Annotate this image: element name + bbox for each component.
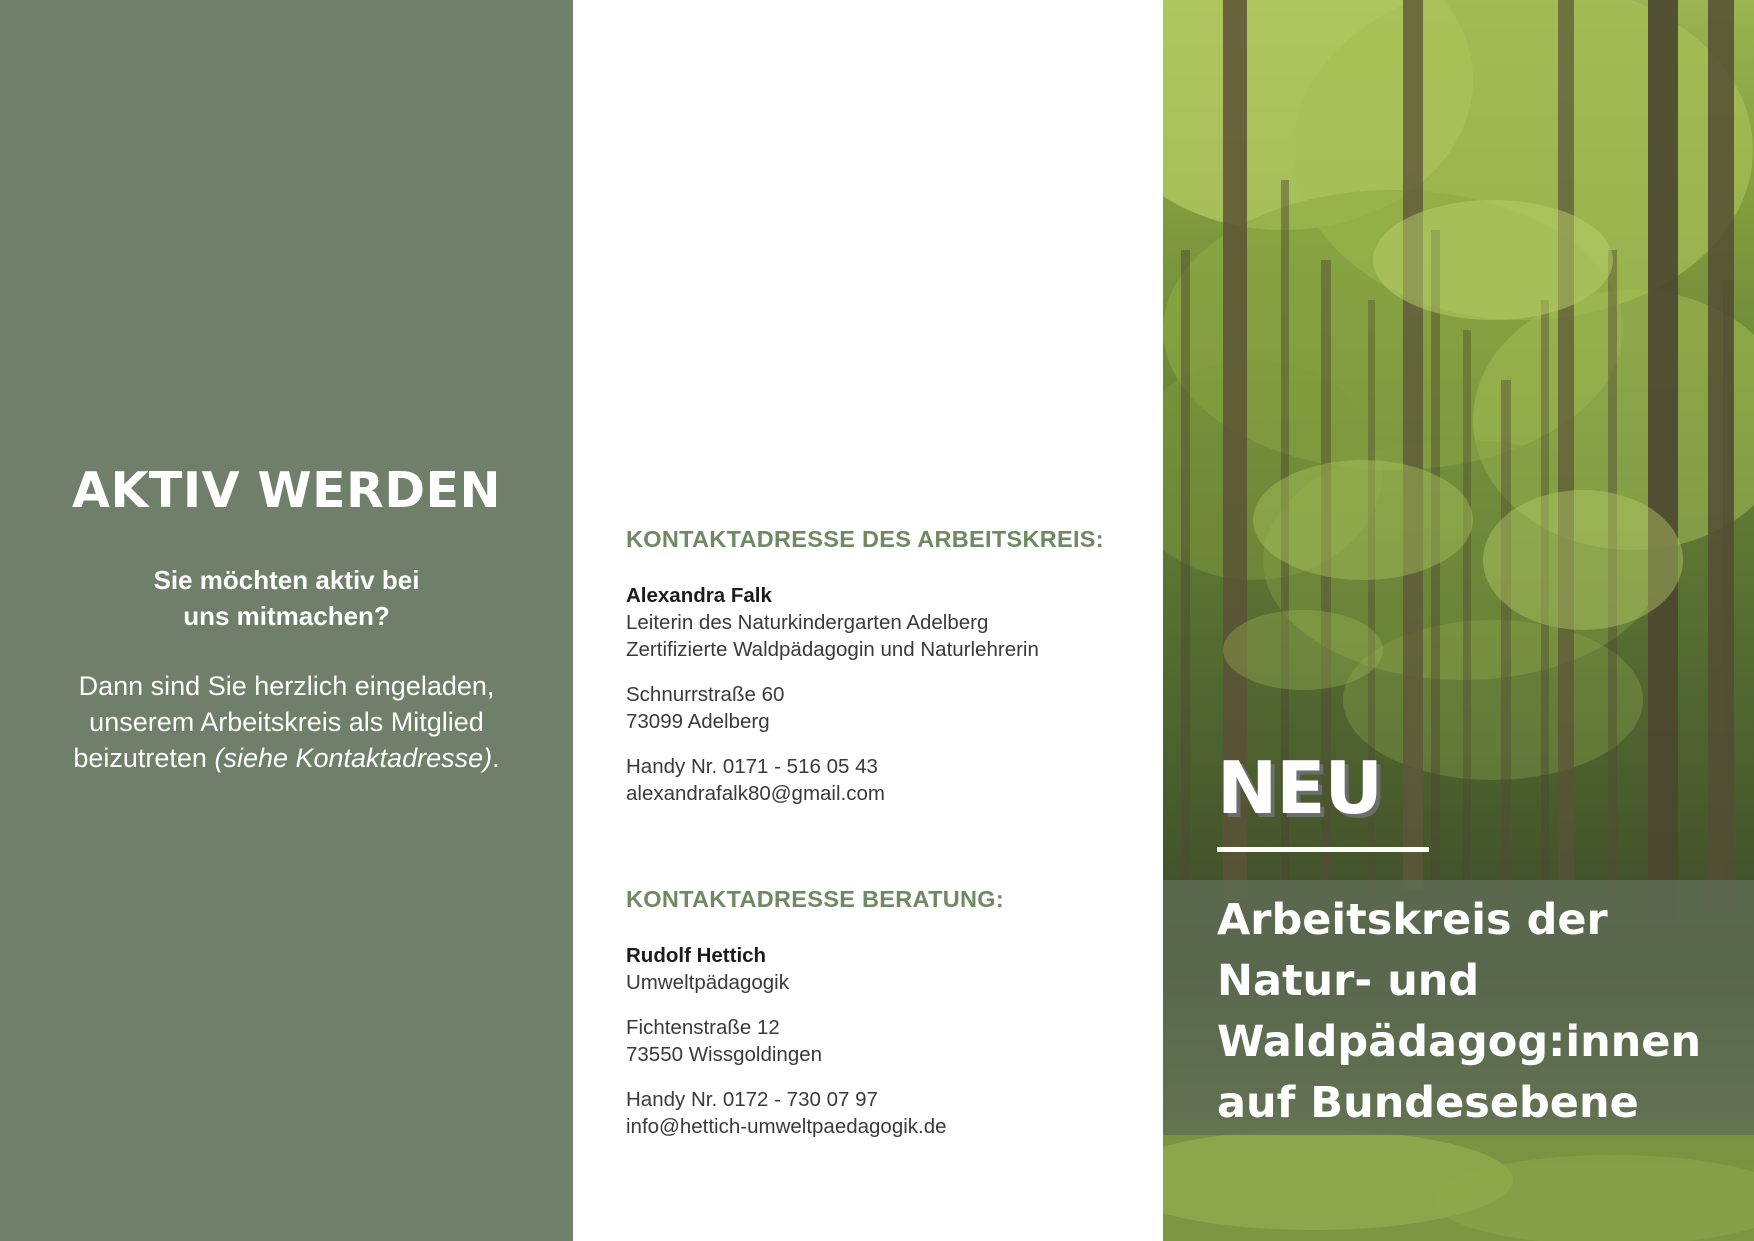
badge-underline	[1217, 847, 1429, 852]
contact-role: Zertifizierte Waldpädagogin und Naturlehrerin	[626, 638, 1039, 661]
invitation-text-line	[40, 740, 533, 776]
contact-role: Umweltpädagogik	[626, 971, 789, 994]
spacer	[626, 663, 1146, 681]
invitation-text-line: Dann sind Sie herzlich eingeladen,	[78, 671, 495, 701]
invitation-text-fragment: beizutreten	[73, 743, 215, 773]
left-panel	[0, 0, 573, 1241]
spacer	[626, 1068, 1146, 1086]
contact-reference-note: (siehe Kontaktadresse)	[214, 743, 493, 773]
spacer	[626, 735, 1146, 753]
invitation-question-line: uns mitmachen?	[183, 601, 390, 631]
cover-title-line: Arbeitskreis der	[1217, 895, 1608, 945]
cover-title-line: Waldpädagog:innen	[1217, 1017, 1702, 1067]
new-badge: NEU	[1217, 746, 1382, 830]
contact-role: Leiterin des Naturkindergarten Adelberg	[626, 611, 989, 634]
contact-block-beratung	[626, 942, 1146, 1140]
cover-title-line: auf Bundesebene	[1217, 1078, 1639, 1128]
invitation-question-line: Sie möchten aktiv bei	[153, 565, 420, 595]
invitation-text-fragment: .	[492, 743, 500, 773]
cover-title	[1217, 890, 1747, 1134]
contact-email: alexandrafalk80@gmail.com	[626, 782, 885, 805]
contact-city: 73550 Wissgoldingen	[626, 1043, 823, 1066]
contact-email: info@hettich-umweltpaedagogik.de	[626, 1115, 947, 1138]
invitation-text	[40, 668, 533, 776]
contact-heading-arbeitskreis: KONTAKTADRESSE DES ARBEITSKREIS:	[626, 526, 1104, 552]
contact-name: Rudolf Hettich	[626, 944, 767, 967]
spacer	[626, 996, 1146, 1014]
invitation-text-line: unserem Arbeitskreis als Mitglied	[89, 707, 484, 737]
contact-city: 73099 Adelberg	[626, 710, 770, 733]
contact-name: Alexandra Falk	[626, 584, 772, 607]
contact-street: Fichtenstraße 12	[626, 1016, 780, 1039]
contact-block-arbeitskreis	[626, 582, 1146, 807]
contact-phone: Handy Nr. 0171 - 516 05 43	[626, 755, 878, 778]
cover-panel	[1163, 0, 1754, 1241]
section-title: AKTIV WERDEN	[72, 462, 501, 519]
invitation-question	[0, 562, 573, 634]
contact-street: Schnurrstraße 60	[626, 683, 785, 706]
contact-panel	[573, 0, 1163, 1241]
contact-phone: Handy Nr. 0172 - 730 07 97	[626, 1088, 878, 1111]
contact-heading-beratung: KONTAKTADRESSE BERATUNG:	[626, 886, 1004, 912]
cover-title-line: Natur- und	[1217, 956, 1480, 1006]
